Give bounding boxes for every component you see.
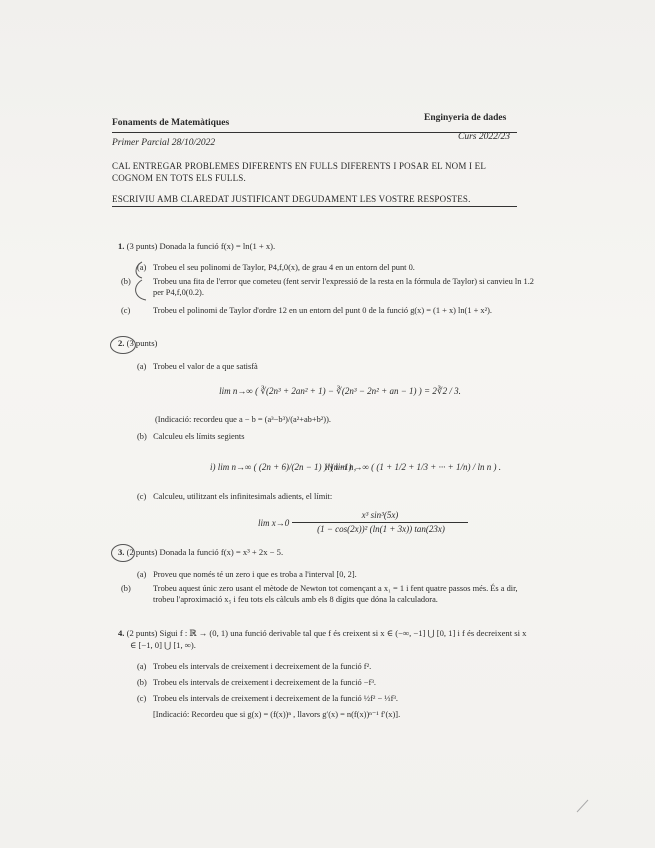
formula-2c-denominator: (1 − cos(2x))² (ln(1 + 3x)) tan(23x) — [317, 524, 445, 534]
part-text: Trobeu els intervals de creixement i decreixement de la funció ½f² − ⅓f³. — [152, 694, 398, 703]
part-label: (b) — [121, 277, 131, 286]
problem-4-intro — [118, 628, 532, 651]
formula-2c-numerator: x³ sin³(5x) — [361, 510, 399, 520]
part-text: Trobeu el polinomi de Taylor d'ordre 12 en un entorn del punt 0 de la funció g(x) = (1 + x) ln(1 + x²). — [152, 306, 492, 315]
hint-4: [Indicació: Recordeu que si g(x) = (f(x))ⁿ , llavors g′(x) = n(f(x))ⁿ⁻¹ f′(x)]. — [153, 710, 401, 719]
part-text: Trobeu el seu polinomi de Taylor, P4,f,0(x), de grau 4 en un entorn del punt 0. — [152, 263, 415, 272]
problem-4a — [137, 661, 519, 672]
problem-1-text: (3 punts) Donada la funció f(x) = ln(1 + x). — [126, 241, 276, 251]
part-label: (b) — [121, 584, 131, 593]
part-text: Calculeu els límits segients — [153, 432, 245, 441]
part-label: (a) — [137, 263, 147, 272]
limit-2b-ii: ii) lim n→∞ ( (1 + 1/2 + 1/3 + ··· + 1/n) / ln n ) . — [325, 462, 501, 472]
part-label: (b) — [137, 432, 147, 441]
header-rule — [112, 132, 517, 133]
instruction-2: ESCRIVIU AMB CLAREDAT JUSTIFICANT DEGUDAMENT LES VOSTRE RESPOSTES. — [112, 194, 471, 204]
instruction-1: CAL ENTREGAR PROBLEMES DIFERENTS EN FULLS DIFERENTS I POSAR EL NOM I EL COGNOM EN TOTS ELS FULLS. — [112, 161, 486, 183]
problem-3-number: 3. — [118, 547, 125, 557]
part-text: Proveu que només té un zero i que es troba a l'interval [0, 2]. — [153, 570, 357, 579]
part-label: (b) — [137, 678, 147, 687]
scan-mark — [576, 798, 590, 814]
hand-mark-1 — [121, 258, 150, 304]
part-label: (a) — [137, 662, 147, 671]
problem-3-text: (2 punts) Donada la funció f(x) = x³ + 2x − 5. — [126, 547, 284, 557]
formula-2a: lim n→∞ ( ∛(2n³ + 2an² + 1) − ∛(2n³ − 2n² + an − 1) ) = 2∛2 / 3. — [219, 386, 461, 396]
problem-4-number: 4. — [118, 628, 125, 638]
instruction-rule — [112, 206, 517, 207]
problem-2-number: 2. — [118, 338, 125, 348]
limit-2b-i: i) lim n→∞ ( (2n + 6)/(2n − 1) )^(n−1) , — [210, 462, 357, 472]
hint-2a: (Indicació: recordeu que a − b = (a³−b³)/(a²+ab+b²)). — [155, 415, 331, 424]
problem-1-intro — [118, 241, 518, 253]
part-text: Trobeu els intervals de creixement i decreixement de la funció f². — [152, 662, 372, 671]
problem-3-intro — [118, 547, 518, 559]
problem-2-intro — [118, 338, 518, 350]
course-title: Fonaments de Matemàtiques — [112, 118, 230, 128]
problem-2b — [137, 431, 519, 442]
problem-1a — [137, 262, 519, 273]
part-label: (c) — [137, 492, 147, 501]
part-label: (a) — [137, 570, 147, 579]
problem-1b — [121, 276, 535, 298]
course-year: Curs 2022/23 — [458, 132, 510, 142]
degree-title: Enginyeria de dades — [424, 113, 507, 123]
part-text: Trobeu una fita de l'error que cometeu (fent servir l'expressió de la resta en la fórmula de Taylor) si canvieu ln 1.2 per P4,f,0(0.2). — [152, 277, 534, 298]
problem-4b — [137, 677, 519, 688]
formula-2c-lim: lim x→0 — [258, 518, 290, 528]
part-label: (c) — [121, 306, 131, 315]
problem-4c — [137, 693, 519, 704]
problem-4-text: (2 punts) Sigui f : ℝ → (0, 1) una funció derivable tal que f és creixent si x ∈ (−∞, −1] ⋃ [0, 1] i f és decreixent si x ∈ [−1, 0] ⋃ [1, ∞). — [126, 628, 527, 650]
problem-3b — [121, 583, 535, 605]
problem-1-number: 1. — [118, 241, 125, 251]
part-text: Trobeu el valor de a que satisfà — [152, 362, 258, 371]
problem-2a — [137, 361, 519, 372]
part-text: Calculeu, utilitzant els infinitesimals adients, el límit: — [153, 492, 333, 501]
part-text: Trobeu els intervals de creixement i decreixement de la funció −f³. — [152, 678, 376, 687]
fraction-bar — [292, 522, 468, 523]
part-text: Trobeu aquest únic zero usant el mètode de Newton tot començant a x₁ = 1 i fent quatre passos més. És a dir, trobeu l'aproximació x₅ i feu tots els càlculs amb els 8 dígits que dóna la calculadora. — [152, 584, 518, 605]
exam-date: Primer Parcial 28/10/2022 — [112, 138, 216, 148]
problem-2-text: (3 punts) — [126, 338, 158, 348]
part-label: (a) — [137, 362, 147, 371]
problem-1c — [121, 305, 535, 316]
problem-3a — [137, 569, 519, 580]
part-label: (c) — [137, 694, 147, 703]
problem-2c — [137, 491, 519, 502]
